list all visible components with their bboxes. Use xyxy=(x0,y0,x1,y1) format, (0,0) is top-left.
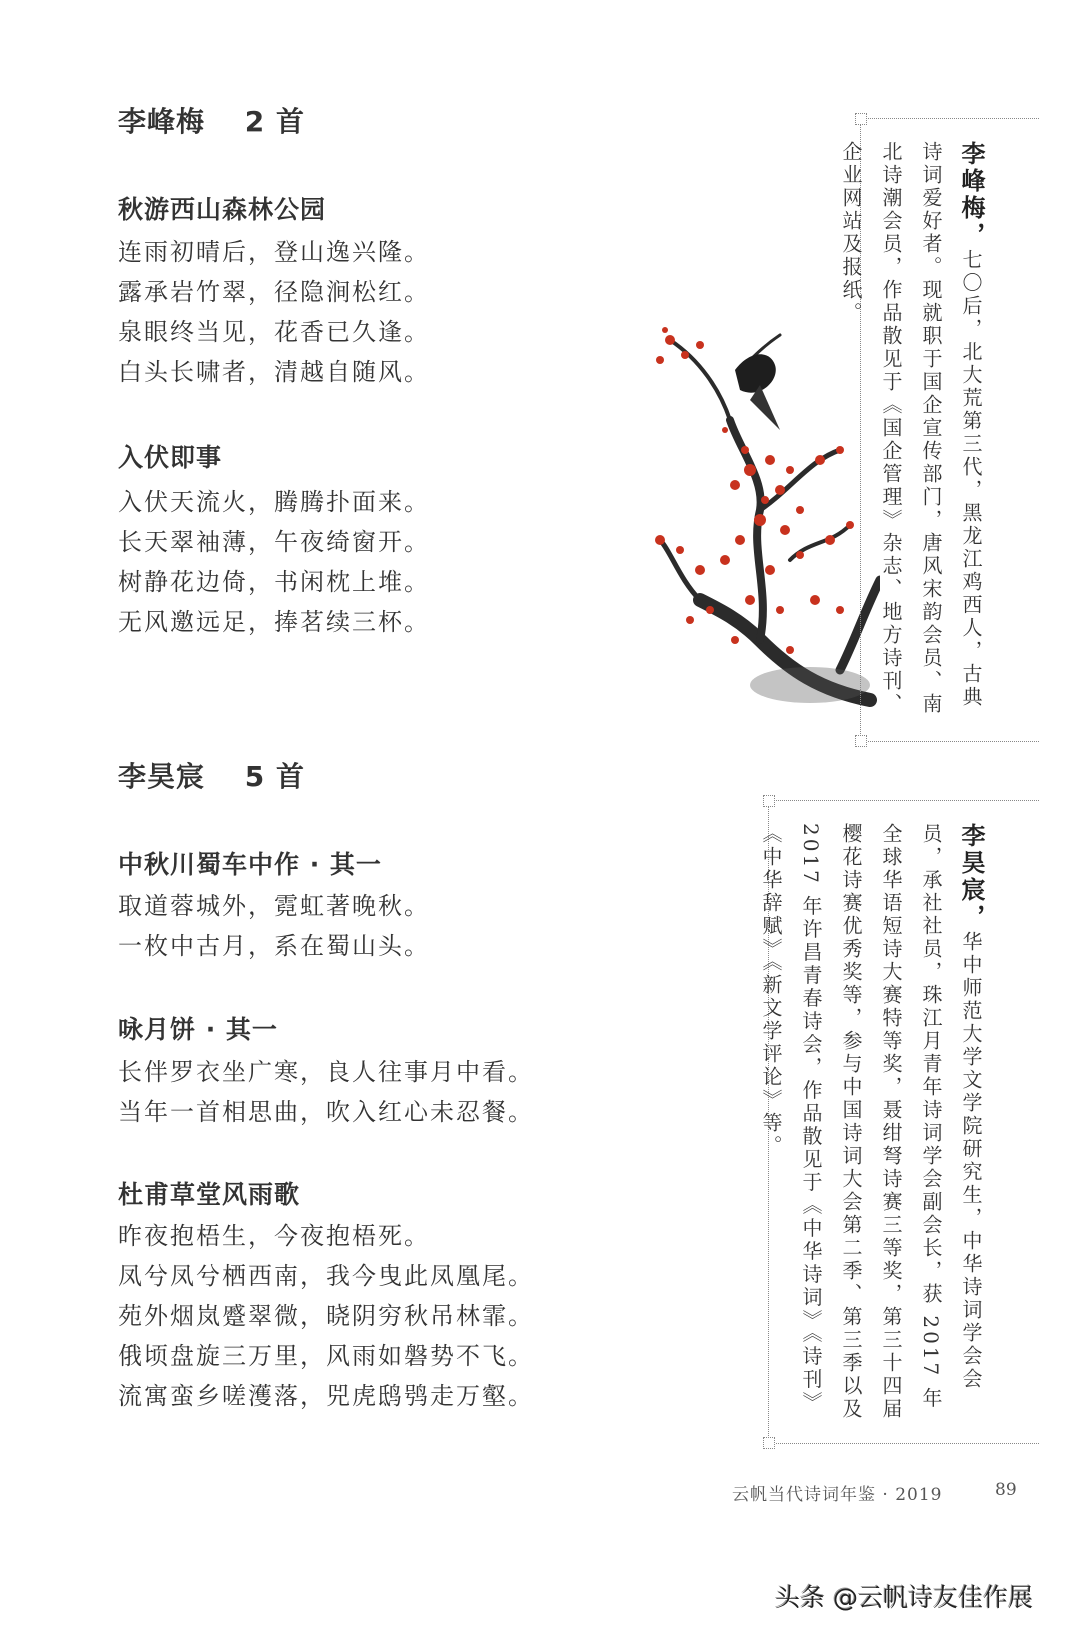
poem-line: 泉眼终当见，花香已久逢。 xyxy=(118,318,430,346)
frame-corner xyxy=(855,735,867,747)
poem-line: 连雨初晴后，登山逸兴隆。 xyxy=(118,238,430,266)
poem-title: 入伏即事 xyxy=(118,443,223,472)
poem-line: 入伏天流火，腾腾扑面来。 xyxy=(118,488,430,516)
poem-line: 昨夜抱梧生，今夜抱梧死。 xyxy=(118,1222,430,1250)
poem-line: 露承岩竹翠，径隐涧松红。 xyxy=(118,278,430,306)
bio-body: 七〇后，北大荒第三代，黑龙江鸡西人，古典诗词爱好者。现就职于国企宣传部门，唐风宋韵会员、南北诗潮会员，作品散见于《国企管理》杂志、地方诗刊、企业网站及报纸。 xyxy=(839,141,983,716)
bio-box-2 xyxy=(759,800,1039,1444)
poem-line: 无风邀远足，捧茗续三杯。 xyxy=(118,608,430,636)
bird-shape xyxy=(735,354,776,392)
bio-text-1 xyxy=(831,141,991,721)
book-title: 云帆当代诗词年鉴 · 2019 xyxy=(732,1485,943,1505)
poem-title: 秋游西山森林公园 xyxy=(118,195,327,224)
bio-box-1 xyxy=(839,118,1039,742)
poem-line: 苑外烟岚蹙翠微，晓阴穷秋吊林霏。 xyxy=(118,1302,534,1330)
bio-text-2 xyxy=(751,823,991,1423)
poem-line: 白头长啸者，清越自随风。 xyxy=(118,358,430,386)
bio-body: 华中师范大学文学院研究生，中华诗词学会会员，承社社员，珠江月青年诗词学会副会长，获 2017 年全球华语短诗大赛特等奖，聂绀弩诗赛三等奖，第三十四届樱花诗赛优秀奖等，参与中国诗词大会第二季、第三季以及 2017 年许昌青春诗会，作品散见于《中华诗词》《诗刊》《中华辞赋》《新文学评论》等。 xyxy=(759,823,983,1421)
poem-line: 当年一首相思曲，吹入红心未忍餐。 xyxy=(118,1098,534,1126)
author-heading-2: 李昊宸 5 首 xyxy=(118,760,305,793)
poem-body xyxy=(118,886,430,966)
poem-title: 杜甫草堂风雨歌 xyxy=(118,1180,301,1209)
poem-body xyxy=(118,1052,534,1132)
bio-name: 李昊宸， xyxy=(957,823,985,931)
frame-corner xyxy=(855,113,867,125)
poem-line: 俄顷盘旋三万里，风雨如磐势不飞。 xyxy=(118,1342,534,1370)
frame-corner xyxy=(763,795,775,807)
poem-line: 凤兮凤兮栖西南，我今曳此凤凰尾。 xyxy=(118,1262,534,1290)
poem-line: 长天翠袖薄，午夜绮窗开。 xyxy=(118,528,430,556)
watermark: 头条 @云帆诗友佳作展 xyxy=(775,1583,1033,1612)
poem-line: 树静花边倚，书闲枕上堆。 xyxy=(118,568,430,596)
poem-line: 流寓蛮乡嗟濩落，兕虎鸱鸮走万壑。 xyxy=(118,1382,534,1410)
poem-body xyxy=(118,1216,534,1416)
author-heading-1: 李峰梅 2 首 xyxy=(118,105,305,138)
poem-line: 取道蓉城外，霓虹著晚秋。 xyxy=(118,892,430,920)
poem-line: 一枚中古月，系在蜀山头。 xyxy=(118,932,430,960)
poem-body xyxy=(118,482,430,642)
page-number: 89 xyxy=(995,1480,1017,1500)
poem-title: 咏月饼 · 其一 xyxy=(118,1015,278,1044)
frame-corner xyxy=(763,1437,775,1449)
bio-name: 李峰梅， xyxy=(957,141,985,249)
poem-title: 中秋川蜀车中作 · 其一 xyxy=(118,850,382,879)
poem-body xyxy=(118,232,430,392)
poem-line: 长伴罗衣坐广寒，良人往事月中看。 xyxy=(118,1058,534,1086)
